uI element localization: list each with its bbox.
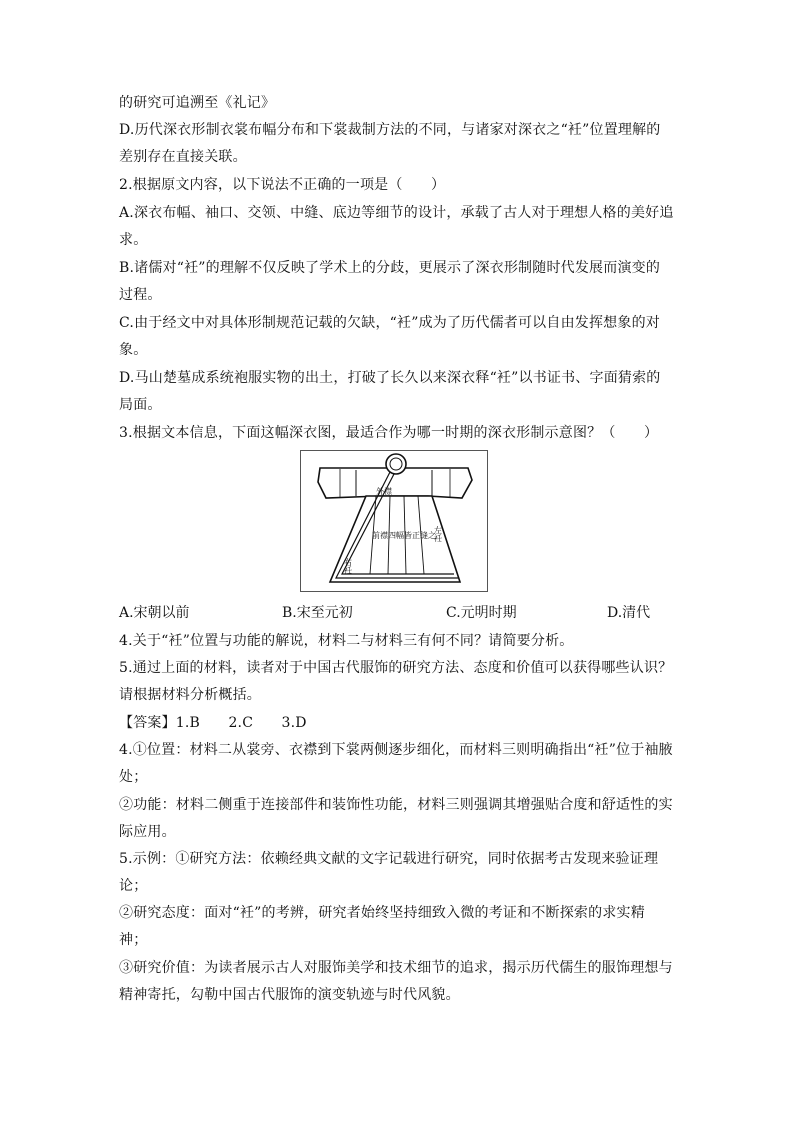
shenyi-diagram bbox=[300, 450, 488, 592]
option-3d: D.清代 bbox=[607, 605, 651, 621]
text-line-1: 的研究可追溯至《礼记》 bbox=[119, 95, 276, 111]
answer-5-attitude-cont: 神； bbox=[119, 932, 148, 948]
answer-4-position-cont: 处； bbox=[119, 769, 148, 785]
question-3: 3.根据文本信息，下面这幅深衣图，最适合作为哪一时期的深衣形制示意图？（ ） bbox=[119, 425, 659, 441]
answer-4-function-cont: 际应用。 bbox=[119, 824, 176, 840]
option-3b: B.宋至元初 bbox=[282, 605, 353, 621]
option-2c: C.由于经文中对具体形制规范记载的欠缺，“衽”成为了历代儒者可以自由发挥想象的对 bbox=[119, 315, 660, 331]
label-front-lapel: 前襟 bbox=[372, 531, 388, 540]
label-outer-lapel: 外襟 bbox=[376, 487, 392, 496]
text-line-3: 差别存在直接关联。 bbox=[119, 149, 247, 165]
option-2b: B.诸儒对“衽”的理解不仅反映了学术上的分歧，更展示了深衣形制随时代发展而演变的 bbox=[119, 260, 661, 276]
answer-key: 【答案】1.B 2.C 3.D bbox=[119, 715, 307, 731]
label-left-ren: 左衽 bbox=[433, 526, 443, 542]
answer-5-method: 5.示例：①研究方法：依赖经典文献的文字记载进行研究，同时依据考古发现来验证理 bbox=[119, 851, 659, 867]
label-four-panels: 四幅 bbox=[388, 531, 404, 540]
question-4: 4.关于“衽”位置与功能的解说，材料二与材料三有何不同？请简要分析。 bbox=[119, 633, 574, 649]
option-2a-cont: 求。 bbox=[119, 232, 148, 248]
option-2d-cont: 局面。 bbox=[119, 397, 162, 413]
answer-4-position: 4.①位置：材料二从裳旁、衣襟到下裳两侧逐步细化，而材料三则明确指出“衽”位于袖腋 bbox=[119, 742, 673, 758]
label-right-ren: 右衽 bbox=[343, 558, 353, 574]
option-3a: A.宋朝以前 bbox=[119, 605, 190, 621]
option-2a: A.深衣布幅、袖口、交领、中缝、底边等细节的设计，承载了古人对于理想人格的美好追 bbox=[119, 205, 674, 221]
answer-5-attitude: ②研究态度：面对“衽”的考辨，研究者始终坚持细致入微的考证和不断探索的求实精 bbox=[119, 905, 645, 921]
answer-5-value-cont: 精神寄托，勾勒中国古代服饰的演变轨迹与时代风貌。 bbox=[119, 987, 460, 1003]
label-sewn: 缝之 bbox=[420, 531, 436, 540]
question-5: 5.通过上面的材料，读者对于中国古代服饰的研究方法、态度和价值可以获得哪些认识？ bbox=[119, 660, 673, 676]
answer-5-value: ③研究价值：为读者展示古人对服饰美学和技术细节的追求，揭示历代儒生的服饰理想与 bbox=[119, 960, 673, 976]
answer-4-function: ②功能：材料二侧重于连接部件和装饰性功能，材料三则强调其增强贴合度和舒适性的实 bbox=[119, 797, 673, 813]
option-3c: C.元明时期 bbox=[446, 605, 517, 621]
option-2c-cont: 象。 bbox=[119, 342, 148, 358]
option-2d: D.马山楚墓成系统袍服实物的出土，打破了长久以来深衣释“衽”以书证书、字面猜索的 bbox=[119, 370, 661, 386]
question-2: 2.根据原文内容，以下说法不正确的一项是（ ） bbox=[119, 177, 446, 193]
question-5-cont: 请根据材料分析概括。 bbox=[119, 687, 261, 703]
label-all-front: 皆正 bbox=[404, 531, 420, 540]
text-line-2: D.历代深衣形制衣裳布幅分布和下裳裁制方法的不同，与诸家对深衣之“衽”位置理解的 bbox=[119, 122, 661, 138]
option-2b-cont: 过程。 bbox=[119, 287, 162, 303]
answer-5-method-cont: 论； bbox=[119, 878, 148, 894]
collar-ring-inner bbox=[390, 458, 402, 470]
